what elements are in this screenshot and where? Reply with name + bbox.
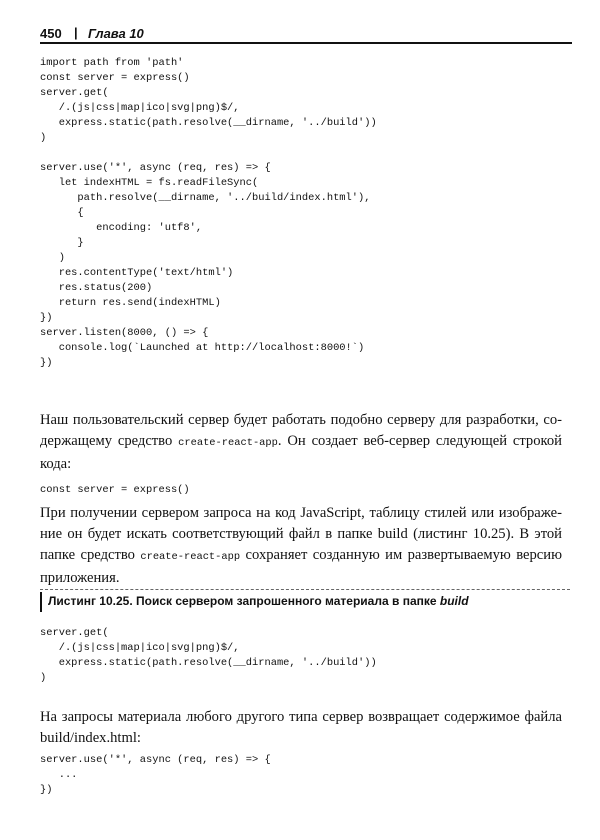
paragraph-line [40,431,562,454]
text-run: . Он создает веб-сервер следующей строкой [277,433,562,449]
code-line: express.static(path.resolve(__dirname, '../build')) [40,117,377,129]
code-line: console.log(`Launched at http://localhost:8000!`) [40,342,365,354]
paragraph-build-folder [40,503,562,589]
code-line: return res.send(indexHTML) [40,297,221,309]
code-line: ) [40,672,47,684]
paragraph-line [40,545,562,568]
code-line [40,146,377,161]
chapter-title: Глава 10 [88,26,144,41]
code-line: ) [40,132,47,144]
code-line: server.use('*', async (req, res) => { [40,162,271,174]
code-line: encoding: 'utf8', [40,222,203,234]
header-rule [40,42,572,44]
paragraph-custom-server [40,410,562,475]
code-block-server-setup [40,56,377,371]
code-block-express [40,483,190,498]
code-line: { [40,207,84,219]
paragraph-line: ние он будет искать соответствующий файл в папке build (листинг 10.25). В этой [40,526,562,542]
code-line: /.(js|css|map|ico|svg|png)$/, [40,642,240,654]
code-line: server.get( [40,627,109,639]
code-line: express.static(path.resolve(__dirname, '../build')) [40,657,377,669]
paragraph-other-requests [40,707,562,749]
text-run: папке средство [40,547,135,563]
code-line: import path from 'path' [40,57,184,69]
listing-dashed-rule [40,589,570,590]
listing-bar [40,592,42,612]
code-line: ) [40,252,65,264]
header-separator: | [74,25,78,40]
paragraph-line: build/index.html: [40,730,141,746]
paragraph-line: приложения. [40,570,120,586]
listing-title-folder: build [439,594,469,608]
code-line: ... [40,769,78,781]
code-line: let indexHTML = fs.readFileSync( [40,177,259,189]
code-line: }) [40,357,53,369]
paragraph-line: Наш пользовательский сервер будет работать подобно серверу для разработки, со- [40,412,562,428]
code-line: server.listen(8000, () => { [40,327,209,339]
code-line: const server = express() [40,72,190,84]
listing-caption [40,589,570,611]
code-line: }) [40,784,53,796]
paragraph-line: На запросы материала любого другого типа сервер возвращает содержимое файла [40,709,562,725]
code-line: path.resolve(__dirname, '../build/index.html'), [40,192,371,204]
inline-code: create-react-app [140,551,241,563]
paragraph-line: кода: [40,456,72,472]
text-run: сохраняет созданную им развертываемую версию [245,547,562,563]
listing-title [48,594,469,608]
code-block-listing [40,626,377,686]
page-number: 450 [40,26,62,41]
code-line: server.get( [40,87,109,99]
code-line: server.use('*', async (req, res) => { [40,754,271,766]
code-line: /.(js|css|map|ico|svg|png)$/, [40,102,240,114]
paragraph-line: При получении сервером запроса на код JavaScript, таблицу стилей или изображе- [40,505,562,521]
code-line: } [40,237,84,249]
running-head [40,24,560,44]
inline-code: create-react-app [178,437,278,449]
code-line: const server = express() [40,484,190,496]
code-line: }) [40,312,53,324]
code-line: res.contentType('text/html') [40,267,234,279]
listing-title-text: Листинг 10.25. Поиск сервером запрошенного материала в папке [48,594,437,608]
code-block-catch-all [40,753,271,798]
code-line: res.status(200) [40,282,153,294]
text-run: держащему средство [40,433,173,449]
